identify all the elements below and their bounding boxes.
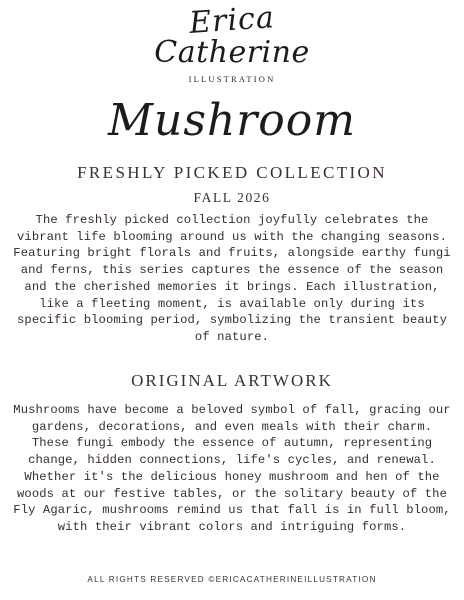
collection-description: The freshly picked collection joyfully celebrates the vibrant life blooming around us with the changing seasons. Featuring bright florals and fruits, alongside earthy fungi and ferns, this series captures the essence of the season and the cherished memories it brings. Each illustration, like a fleeting moment, is available only during its specific blooming period, symbolizing the transient beauty of nature. (13, 213, 451, 344)
brand-logo-first-name: Erica (188, 0, 276, 41)
artwork-heading: ORIGINAL ARTWORK (131, 371, 333, 390)
brand-logo-subtitle: ILLUSTRATION (188, 74, 276, 84)
collection-heading: FRESHLY PICKED COLLECTION (77, 163, 387, 182)
artwork-description: Mushrooms have become a beloved symbol of fall, gracing our gardens, decorations, and even meals with their charm. These fungi embody the essence of autumn, representing change, hidden connections, life's cycles, and renewal. Whether it's the delicious honey mushroom and hen of the woods at our festive tables, or the solitary beauty of the Fly Agaric, mushrooms remind us that fall is in full bloom, with their vibrant colors and intriguing forms. (13, 403, 451, 534)
brand-logo-last-name: Catherine (154, 35, 310, 70)
page-title: Mushroom (107, 95, 357, 146)
season-label: FALL 2026 (193, 190, 271, 205)
copyright-footer: ALL RIGHTS RESERVED ©ERICACATHERINEILLUSTRATION (87, 575, 377, 584)
